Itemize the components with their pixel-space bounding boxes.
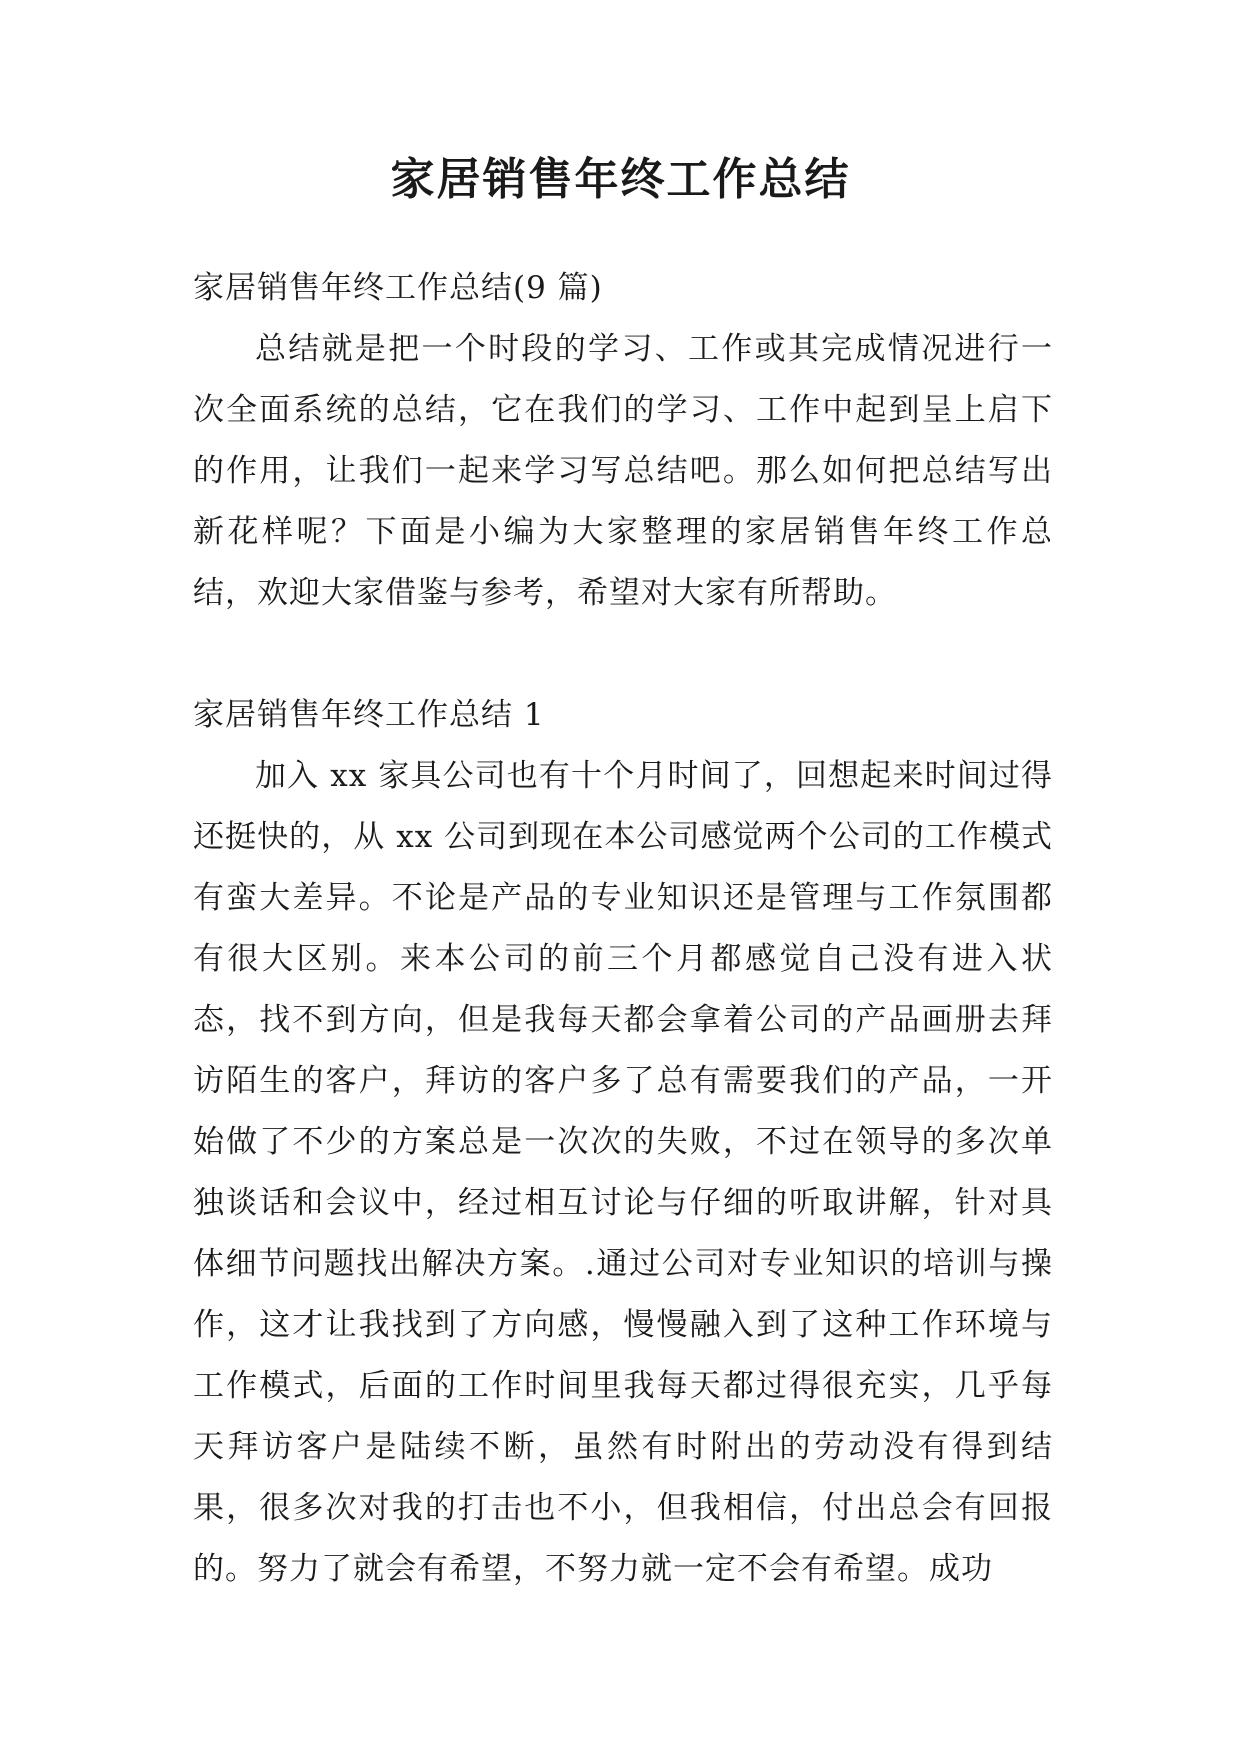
document-body — [193, 258, 1053, 1600]
section-paragraph: 加入 xx 家具公司也有十个月时间了，回想起来时间过得还挺快的，从 xx 公司到现在本公司感觉两个公司的工作模式有蛮大差异。不论是产品的专业知识还是管理与工作氛围都有很大区别。来本公司的前三个月都感觉自己没有进入状态，找不到方向，但是我每天都会拿着公司的产品画册去拜访陌生的客户，拜访的客户多了总有需要我们的产品，一开始做了不少的方案总是一次次的失败，不过在领导的多次单独谈话和会议中，经过相互讨论与仔细的听取讲解，针对具体细节问题找出解决方案。.通过公司对专业知识的培训与操作，这才让我找到了方向感，慢慢融入到了这种工作环境与工作模式，后面的工作时间里我每天都过得很充实，几乎每天拜访客户是陆续不断，虽然有时附出的劳动没有得到结果，很多次对我的打击也不小，但我相信，付出总会有回报的。努力了就会有希望，不努力就一定不会有希望。成功 — [193, 758, 1053, 1587]
page-title: 家居销售年终工作总结 — [390, 154, 851, 205]
section-heading: 家居销售年终工作总结 1 — [193, 697, 545, 733]
intro-paragraph: 总结就是把一个时段的学习、工作或其完成情况进行一次全面系统的总结，它在我们的学习、工作中起到呈上启下的作用，让我们一起来学习写总结吧。那么如何把总结写出新花样呢？下面是小编为大家整理的家居销售年终工作总结，欢迎大家借鉴与参考，希望对大家有所帮助。 — [193, 331, 1053, 611]
document-subtitle: 家居销售年终工作总结(9 篇) — [193, 270, 603, 306]
